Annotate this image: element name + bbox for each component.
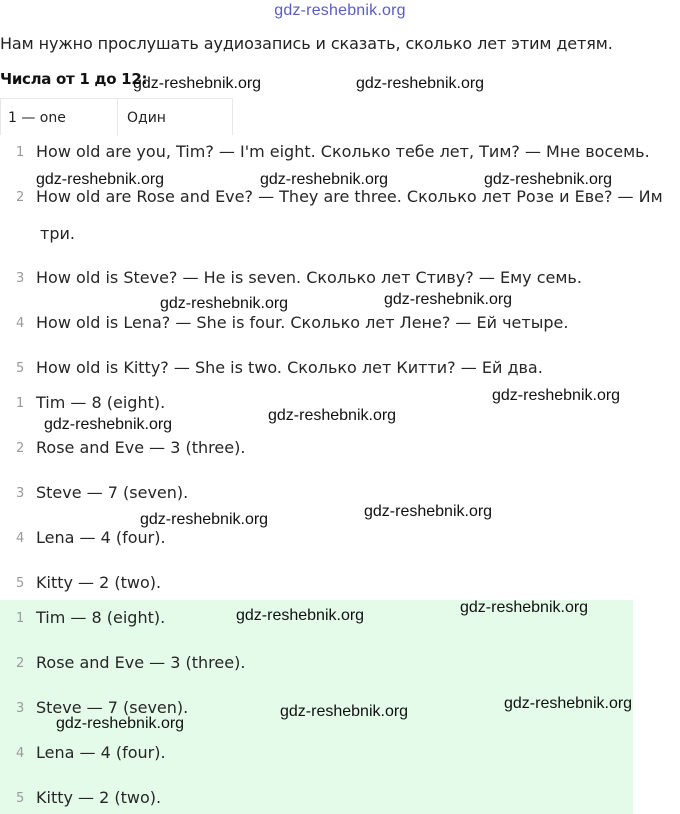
- watermark-text: gdz-reshebnik.org: [140, 511, 269, 528]
- watermark-text: gdz-reshebnik.org: [280, 703, 409, 720]
- watermark-text: gdz-reshebnik.org: [492, 387, 621, 404]
- watermark-text: gdz-reshebnik.org: [56, 715, 185, 732]
- dialogue-line: How old is Kitty? — She is two. Сколько лет Китти? — Ей два.: [36, 358, 543, 377]
- highlighted-answer-number: 5: [16, 791, 25, 806]
- dialogue-line: How old are you, Tim? — I'm eight. Сколько тебе лет, Тим? — Мне восемь.: [36, 142, 650, 161]
- highlighted-answer-number: 1: [16, 611, 25, 626]
- answer-line: Tim — 8 (eight).: [36, 393, 166, 412]
- watermark-text: gdz-reshebnik.org: [44, 416, 173, 433]
- watermark-text: gdz-reshebnik.org: [484, 171, 613, 188]
- answer-line: Rose and Eve — 3 (three).: [36, 438, 246, 457]
- watermark-text: gdz-reshebnik.org: [36, 171, 165, 188]
- dialogue-number: 5: [16, 361, 25, 376]
- watermark-text: gdz-reshebnik.org: [356, 75, 485, 92]
- table-divider: [117, 99, 118, 136]
- vocab-table: [0, 98, 233, 135]
- task-instruction: Нам нужно прослушать аудиозапись и сказать, сколько лет этим детям.: [0, 34, 613, 53]
- dialogue-line: How old is Lena? — She is four. Сколько лет Лене? — Ей четыре.: [36, 313, 569, 332]
- dialogue-number: 4: [16, 316, 25, 331]
- watermark-text: gdz-reshebnik.org: [460, 599, 589, 616]
- answer-line: Steve — 7 (seven).: [36, 483, 189, 502]
- watermark-text: gdz-reshebnik.org: [260, 171, 389, 188]
- answer-number: 5: [16, 576, 25, 591]
- watermark-text: gdz-reshebnik.org: [133, 75, 262, 92]
- highlighted-answer-number: 2: [16, 656, 25, 671]
- watermark-text: gdz-reshebnik.org: [160, 295, 289, 312]
- highlighted-answer-line: Tim — 8 (eight).: [36, 608, 166, 627]
- dialogue-number: 3: [16, 271, 25, 286]
- watermark-text: gdz-reshebnik.org: [364, 503, 493, 520]
- watermark-text: gdz-reshebnik.org: [384, 291, 513, 308]
- dialogue-line-continuation: три.: [40, 224, 75, 243]
- highlighted-answer-line: Steve — 7 (seven).: [36, 698, 189, 717]
- site-watermark-top[interactable]: gdz-reshebnik.org: [274, 2, 406, 19]
- answer-number: 2: [16, 441, 25, 456]
- answer-number: 4: [16, 531, 25, 546]
- answer-line: Kitty — 2 (two).: [36, 573, 162, 592]
- answer-number: 3: [16, 486, 25, 501]
- dialogue-line: How old are Rose and Eve? — They are three. Сколько лет Розе и Еве? — Им: [36, 187, 663, 206]
- numbers-heading: Числа от 1 до 12:: [0, 70, 148, 88]
- highlighted-answer-line: Kitty — 2 (two).: [36, 788, 162, 807]
- dialogue-number: 2: [16, 190, 25, 205]
- vocab-english-cell: 1 — one: [8, 110, 66, 126]
- answer-number: 1: [16, 396, 25, 411]
- vocab-russian-cell: Один: [127, 110, 166, 126]
- highlighted-answer-number: 4: [16, 746, 25, 761]
- watermark-text: gdz-reshebnik.org: [236, 607, 365, 624]
- watermark-text: gdz-reshebnik.org: [504, 695, 633, 712]
- highlighted-answer-line: Lena — 4 (four).: [36, 743, 166, 762]
- answer-line: Lena — 4 (four).: [36, 528, 166, 547]
- dialogue-line: How old is Steve? — He is seven. Сколько лет Стиву? — Ему семь.: [36, 268, 582, 287]
- watermark-text: gdz-reshebnik.org: [268, 407, 397, 424]
- highlighted-answer-line: Rose and Eve — 3 (three).: [36, 653, 246, 672]
- highlighted-answer-number: 3: [16, 701, 25, 716]
- dialogue-number: 1: [16, 145, 25, 160]
